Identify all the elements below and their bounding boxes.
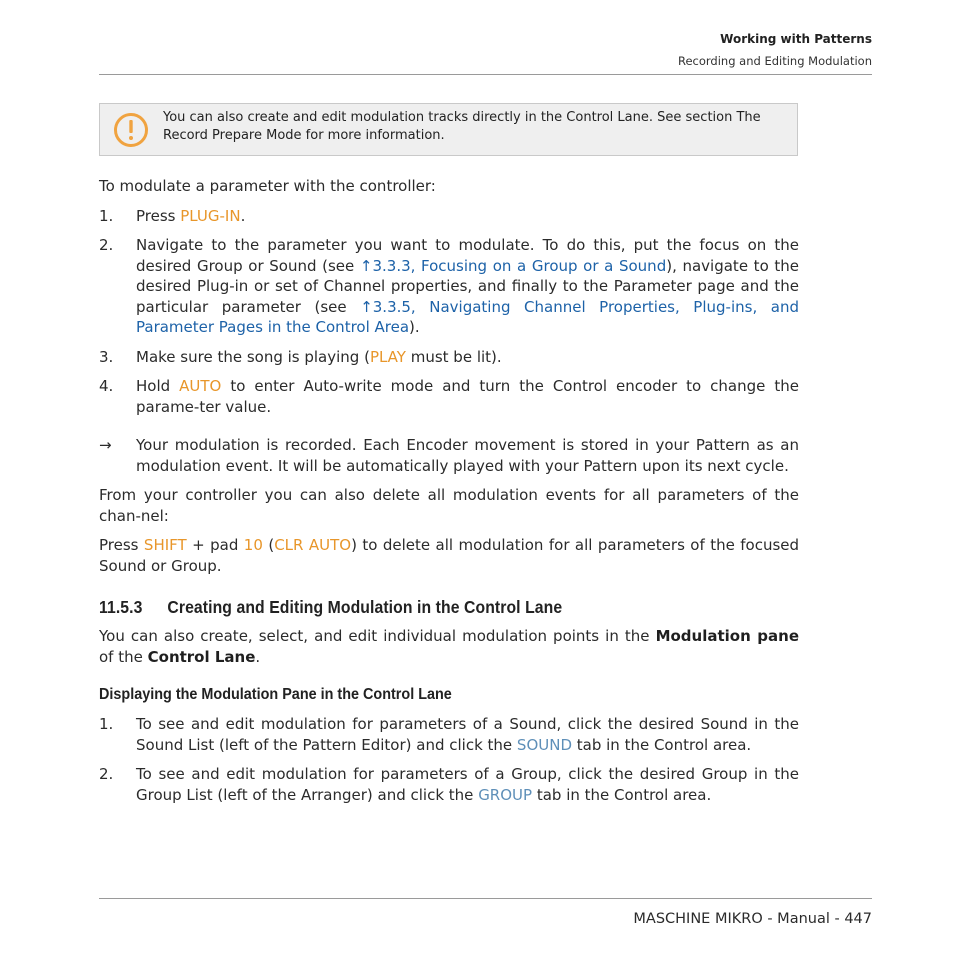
step-text: Make sure the song is playing ( xyxy=(136,347,370,366)
step-text: tab in the Control area. xyxy=(572,735,752,754)
instruction-text: ) to delete all modulation for all parameters of the focused Sound or Group. xyxy=(99,536,800,575)
section-intro-text: You can also create, select, and edit individual modulation points in the xyxy=(99,627,656,645)
main-content xyxy=(99,176,799,814)
section-intro-text: . xyxy=(255,647,261,666)
step-item xyxy=(99,235,799,338)
step-number: 3. xyxy=(99,347,114,366)
footer-page-info: MASCHINE MIKRO - Manual - 447 xyxy=(633,911,872,927)
pad-number-label: 10 xyxy=(243,536,263,554)
result-arrow-icon: → xyxy=(99,436,112,454)
page-header xyxy=(678,30,872,70)
note-box xyxy=(99,103,798,156)
step-number: 4. xyxy=(99,377,114,395)
step-number: 1. xyxy=(99,206,114,225)
cross-reference-link[interactable]: ↑3.3.3, Focusing on a Group or a Sound xyxy=(359,256,667,275)
step-item xyxy=(99,714,799,755)
step-text: to enter Auto-write mode and turn the Control encoder to change the parame-ter value. xyxy=(136,377,799,416)
result-item xyxy=(99,435,799,476)
plug-in-button-label: PLUG-IN xyxy=(180,206,241,225)
step-item xyxy=(99,376,799,417)
step-text: To see and edit modulation for parameters of a Sound, click the desired Sound in the Sound List (left of the Pattern Editor) and click the xyxy=(136,715,799,754)
subsection-heading: Displaying the Modulation Pane in the Control Lane xyxy=(99,686,452,703)
exclamation-circle-icon xyxy=(113,112,149,148)
modulation-pane-term: Modulation pane xyxy=(655,627,799,645)
step-number: 1. xyxy=(99,715,114,733)
step-text: Press xyxy=(136,206,181,225)
auto-button-label: AUTO xyxy=(179,377,222,395)
step-text: To see and edit modulation for parameters of a Group, click the desired Group in the Group List (left of the Arranger) and click the xyxy=(136,765,799,804)
sound-tab-label: SOUND xyxy=(516,735,572,754)
step-text: ), navigate to the desired Plug-in or set of Channel properties, and finally to the Parameter page and the particular parameter (see xyxy=(136,256,799,316)
step-item xyxy=(99,206,799,227)
section-heading xyxy=(99,596,729,618)
play-button-label: PLAY xyxy=(369,347,406,366)
shift-button-label: SHIFT xyxy=(143,536,187,554)
clr-auto-button-label: CLR AUTO xyxy=(274,536,352,554)
footer-divider xyxy=(99,898,872,899)
result-text: Your modulation is recorded. Each Encoder movement is stored in your Pattern as an modulation event. It will be automatically played with your Pattern upon its next cycle. xyxy=(136,436,799,475)
step-text: Hold xyxy=(136,377,180,395)
control-lane-term: Control Lane xyxy=(147,647,256,666)
step-number: 2. xyxy=(99,765,114,783)
step-text: ). xyxy=(409,318,420,336)
step-text: tab in the Control area. xyxy=(532,785,712,804)
instruction-text: + pad xyxy=(186,536,244,554)
group-tab-label: GROUP xyxy=(478,785,533,804)
chapter-title: Working with Patterns xyxy=(720,32,872,46)
note-text: You can also create and edit modulation tracks directly in the Control Lane. See section The Record Prepare Mode for more information. xyxy=(163,110,761,143)
cross-reference-link[interactable]: ↑3.3.5, Navigating Channel Properties, Plug-ins, and Parameter Pages in the Control Area xyxy=(136,297,799,336)
intro-text: To modulate a parameter with the controller: xyxy=(99,177,436,195)
section-title: Creating and Editing Modulation in the Control Lane xyxy=(167,597,563,617)
delete-instruction xyxy=(99,535,799,576)
step-text: Navigate to the parameter you want to modulate. To do this, put the focus on the desired Group or Sound (see xyxy=(136,236,799,275)
delete-intro-text: From your controller you can also delete all modulation events for all parameters of the chan-nel: xyxy=(99,486,799,525)
step-text: . xyxy=(240,206,246,225)
section-subtitle: Recording and Editing Modulation xyxy=(678,54,872,68)
step-item xyxy=(99,764,799,805)
step-number: 2. xyxy=(99,236,114,254)
section-intro xyxy=(99,626,799,667)
instruction-text: ( xyxy=(262,536,275,554)
step-text: must be lit). xyxy=(405,347,502,366)
header-divider xyxy=(99,74,872,75)
section-number: 11.5.3 xyxy=(99,597,143,617)
instruction-text: Press xyxy=(99,536,144,554)
section-intro-text: of the xyxy=(99,647,148,666)
step-item xyxy=(99,347,799,368)
